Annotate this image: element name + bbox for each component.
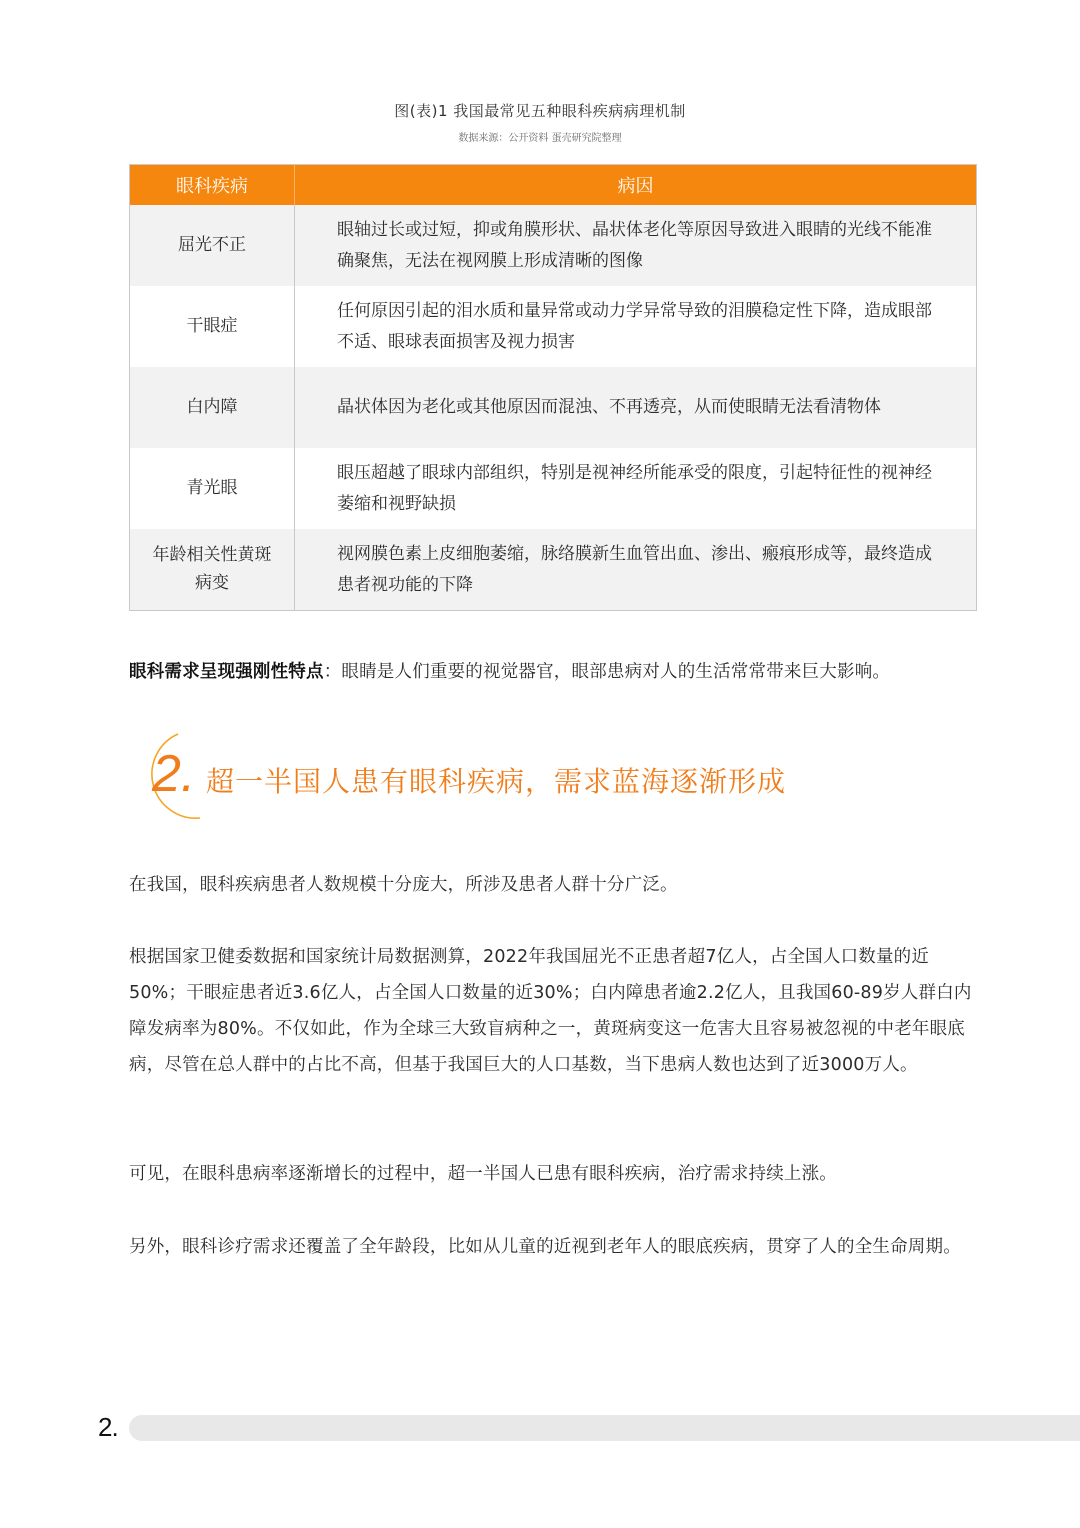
figure-caption-source: 数据来源：公开资料 蛋壳研究院整理 — [458, 133, 622, 144]
page-number: 2. — [98, 1412, 118, 1442]
table-row — [130, 529, 977, 611]
disease-name-cell — [130, 286, 295, 367]
disease-name: 青光眼 — [186, 478, 238, 498]
disease-name-cell — [130, 367, 295, 448]
header-cause: 病因 — [295, 165, 977, 206]
disease-cause: 眼轴过长或过短，抑或角膜形状、晶状体老化等原因导致进入眼睛的光线不能准确聚焦，无法在视网膜上形成清晰的图像 — [295, 205, 977, 286]
disease-name: 年龄相关性黄斑病变 — [152, 544, 272, 593]
body-paragraph: 根据国家卫健委数据和国家统计局数据测算，2022年我国屈光不正患者超7亿人，占全国人口数量的近50%；干眼症患者近3.6亿人，占全国人口数量的近30%；白内障患者逾2.2亿人，且我国60-89岁人群白内障发病率为80%。不仅如此，作为全球三大致盲病种之一，黄斑病变这一危害大且容易被忽视的中老年眼底病，尽管在总人群中的占比不高，但基于我国巨大的人口基数，当下患病人数也达到了近3000万人。 — [129, 947, 972, 1075]
table-row — [130, 448, 977, 529]
section-heading — [128, 730, 888, 830]
highlight-label: 眼科需求呈现强刚性特点 — [129, 662, 324, 682]
disease-cause: 晶状体因为老化或其他原因而混浊、不再透亮，从而使眼睛无法看清物体 — [295, 367, 977, 448]
header-disease: 眼科疾病 — [130, 165, 295, 206]
table-header-row — [130, 165, 977, 206]
disease-name: 屈光不正 — [178, 235, 246, 255]
body-paragraph: 另外，眼科诊疗需求还覆盖了全年龄段，比如从儿童的近视到老年人的眼底疾病，贯穿了人的全生命周期。 — [129, 1237, 961, 1257]
table-row — [130, 286, 977, 367]
footer-bar — [129, 1415, 1080, 1441]
table-row — [130, 205, 977, 286]
disease-name-cell — [130, 448, 295, 529]
table-row — [130, 367, 977, 448]
disease-cause: 任何原因引起的泪水质和量异常或动力学异常导致的泪膜稳定性下降，造成眼部不适、眼球表面损害及视力损害 — [295, 286, 977, 367]
disease-name: 干眼症 — [186, 316, 238, 336]
body-paragraph: 可见，在眼科患病率逐渐增长的过程中，超一半国人已患有眼科疾病，治疗需求持续上涨。 — [129, 1164, 837, 1184]
disease-cause: 眼压超越了眼球内部组织，特别是视神经所能承受的限度，引起特征性的视神经萎缩和视野缺损 — [295, 448, 977, 529]
section-number: 2. — [152, 745, 196, 803]
highlight-text: ：眼睛是人们重要的视觉器官，眼部患病对人的生活常常带来巨大影响。 — [323, 662, 891, 682]
section-title: 超一半国人患有眼科疾病，需求蓝海逐渐形成 — [206, 765, 787, 798]
disease-cause: 视网膜色素上皮细胞萎缩，脉络膜新生血管出血、渗出、瘢痕形成等，最终造成患者视功能的下降 — [295, 529, 977, 611]
highlight-paragraph — [129, 654, 981, 690]
disease-table — [129, 164, 977, 611]
disease-name-cell — [130, 529, 295, 611]
figure-caption-title: 图(表)1 我国最常见五种眼科疾病病理机制 — [394, 102, 686, 120]
disease-name-cell — [130, 205, 295, 286]
disease-name: 白内障 — [186, 397, 238, 417]
body-paragraph: 在我国，眼科疾病患者人数规模十分庞大，所涉及患者人群十分广泛。 — [129, 875, 678, 895]
